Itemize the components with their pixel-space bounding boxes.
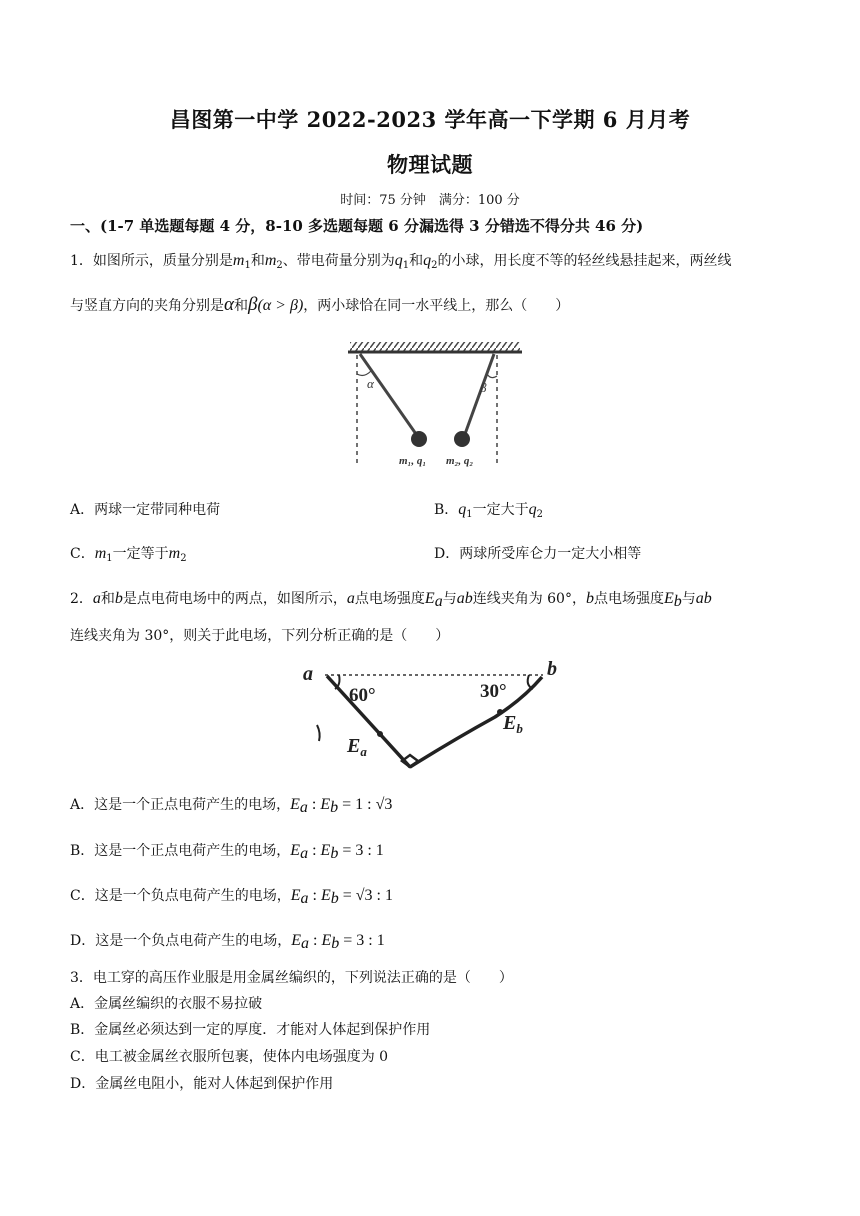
exam-title: 昌图第一中学 2022-2023 学年高一下学期 6 月月考 [169, 107, 691, 132]
exam-subtitle: 物理试题 [387, 152, 473, 177]
q1-option-b[interactable]: B．$q_1$一定大于$q_2$ [434, 501, 544, 520]
q2-stem-line1: 2．a和b是点电荷电场中的两点，如图所示，a点电场强度$E_a$与ab连线夹角为 60°，b点电场强度$E_b$与ab [70, 590, 712, 610]
q3-option-d[interactable]: D．金属丝电阻小，能对人体起到保护作用 [70, 1076, 334, 1092]
eb-label: $E_b$ [503, 712, 523, 736]
q2-stem-line2: 连线夹角为 30°，则关于此电场，下列分析正确的是（ ） [70, 628, 450, 644]
alpha-label: α [367, 376, 374, 391]
q3-stem: 3．电工穿的高压作业服是用金属丝编织的，下列说法正确的是（ ） [70, 970, 513, 986]
q2-field-figure [295, 655, 575, 780]
q2-option-a[interactable]: A．这是一个正点电荷产生的电场，$E_a$ : $E_b = 1$ : √3 [70, 796, 393, 816]
q3-option-a[interactable]: A．金属丝编织的衣服不易拉破 [70, 996, 263, 1012]
beta-label: β [480, 380, 487, 395]
point-a-label: a [303, 663, 313, 685]
q1-option-a[interactable]: A．两球一定带同种电荷 [70, 502, 221, 518]
ball-1 [411, 431, 427, 447]
q1-stem-line1: 1．如图所示，质量分别是$m_1$和$m_2$、带电荷量分别为$q_1$和$q_2$的小球，用长度不等的轻丝线悬挂起来，两丝线 [70, 252, 732, 271]
q2-option-d[interactable]: D．这是一个负点电荷产生的电场，$E_a$ : $E_b = 3$ : 1 [70, 932, 385, 952]
section-heading: 一、(1-7 单选题每题 4 分，8-10 多选题每题 6 分漏选得 3 分错选不得分共 46 分) [70, 217, 644, 235]
alpha-arc [357, 371, 371, 375]
q1-option-c[interactable]: C．$m_1$一定等于$m_2$ [70, 545, 187, 564]
beta-arc [487, 374, 497, 378]
stray-mark [317, 725, 320, 741]
ball-1-label: m₁, q₁ [399, 455, 427, 467]
angle-60-label: 60° [349, 685, 376, 706]
ea-label: $E_a$ [347, 735, 367, 759]
q1-pendulum-figure [340, 340, 525, 468]
exam-meta: 时间：75 分钟 满分：100 分 [340, 193, 520, 208]
q1-option-d[interactable]: D．两球所受库仑力一定大小相等 [434, 546, 642, 562]
q3-option-c[interactable]: C．电工被金属丝衣服所包裹，使体内电场强度为 0 [70, 1049, 389, 1065]
q2-option-c[interactable]: C．这是一个负点电荷产生的电场，$E_a$ : $E_b = √3$ : 1 [70, 887, 393, 907]
q2-option-b[interactable]: B．这是一个正点电荷产生的电场，$E_a$ : $E_b = 3$ : 1 [70, 842, 384, 862]
ball-2-label: m₂, q₂ [446, 455, 474, 467]
point-b-label: b [547, 658, 557, 680]
ea-point [377, 731, 383, 737]
q3-option-b[interactable]: B．金属丝必须达到一定的厚度．才能对人体起到保护作用 [70, 1022, 431, 1038]
angle-30-label: 30° [480, 681, 507, 702]
ceiling-hatch [350, 342, 520, 351]
q1-stem-line2: 与竖直方向的夹角分别是α和β(α > β)，两小球恰在同一水平线上，那么（ ） [70, 294, 570, 315]
ball-2 [454, 431, 470, 447]
left-thread [360, 354, 416, 434]
